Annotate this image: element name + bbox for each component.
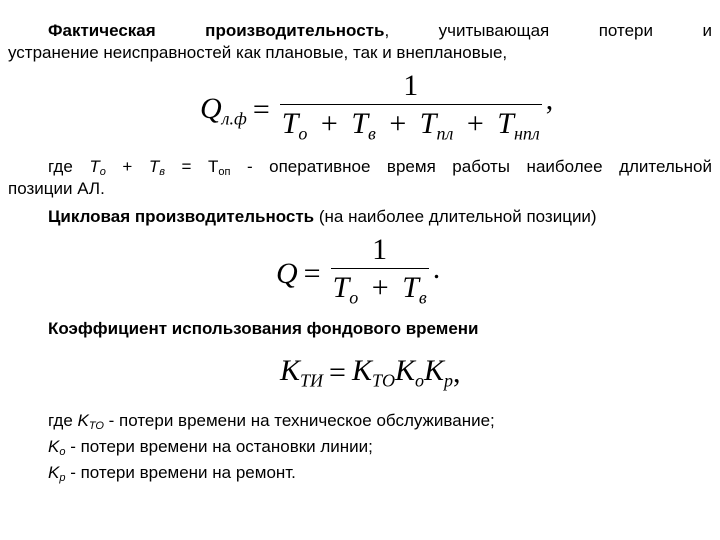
numerator: 1 bbox=[403, 69, 419, 102]
paragraph-actual-productivity-line2 bbox=[8, 42, 712, 64]
formula-lhs: $Q_{л.ф}$ bbox=[200, 91, 247, 128]
term-cycle-productivity: Цикловая производительность bbox=[48, 207, 315, 226]
factor: $K_{ТО}$ bbox=[351, 354, 395, 391]
paragraph-text: устранение неисправностей как плановые, так и внеплановые, bbox=[8, 43, 508, 62]
paragraph-fund-time-coefficient bbox=[8, 318, 712, 340]
formula-cycle-productivity bbox=[276, 232, 440, 316]
paragraph-actual-productivity bbox=[8, 20, 712, 42]
formula-utilization-coefficient bbox=[280, 354, 461, 391]
equals-sign: = bbox=[329, 355, 346, 389]
equals-sign: = bbox=[252, 93, 270, 127]
formula-comma: , bbox=[453, 355, 461, 389]
equals-sign: = bbox=[303, 257, 321, 291]
factor: $K_р$ bbox=[424, 354, 454, 391]
paragraph-operational-time-line2: позиции АЛ. bbox=[8, 179, 105, 198]
term-fund-time-coefficient: Коэффициент использования фондового времени bbox=[48, 319, 479, 338]
formula-lhs: $K_{ТИ}$ bbox=[280, 354, 324, 391]
fraction bbox=[280, 68, 542, 152]
formula-comma: , bbox=[545, 83, 554, 117]
list-item: Kр - потери времени на ремонт. bbox=[48, 463, 296, 484]
paragraph-operational-time: где То + Тв = Топ - оперативное время работы наиболее длительной bbox=[48, 157, 713, 178]
denominator: $T_о + T_в + T_{пл} + T_{нпл}$ bbox=[281, 107, 540, 144]
formula-lhs: Q bbox=[276, 257, 298, 291]
formula-dot: . bbox=[432, 252, 441, 286]
paragraph-text: , учитывающая потери и bbox=[384, 21, 712, 40]
denominator: $T_о + T_в$ bbox=[332, 271, 427, 308]
fraction bbox=[331, 232, 429, 316]
list-item: Kо - потери времени на остановки линии; bbox=[48, 437, 373, 458]
list-item: где KТО - потери времени на техническое обслуживание; bbox=[48, 411, 495, 432]
factor: $K_о$ bbox=[394, 354, 424, 391]
term-actual-productivity: Фактическая производительность bbox=[48, 21, 385, 40]
numerator: 1 bbox=[372, 233, 388, 266]
paragraph-cycle-productivity: Цикловая производительность (на наиболее длительной позиции) bbox=[48, 207, 597, 226]
formula-actual-productivity bbox=[200, 68, 553, 152]
